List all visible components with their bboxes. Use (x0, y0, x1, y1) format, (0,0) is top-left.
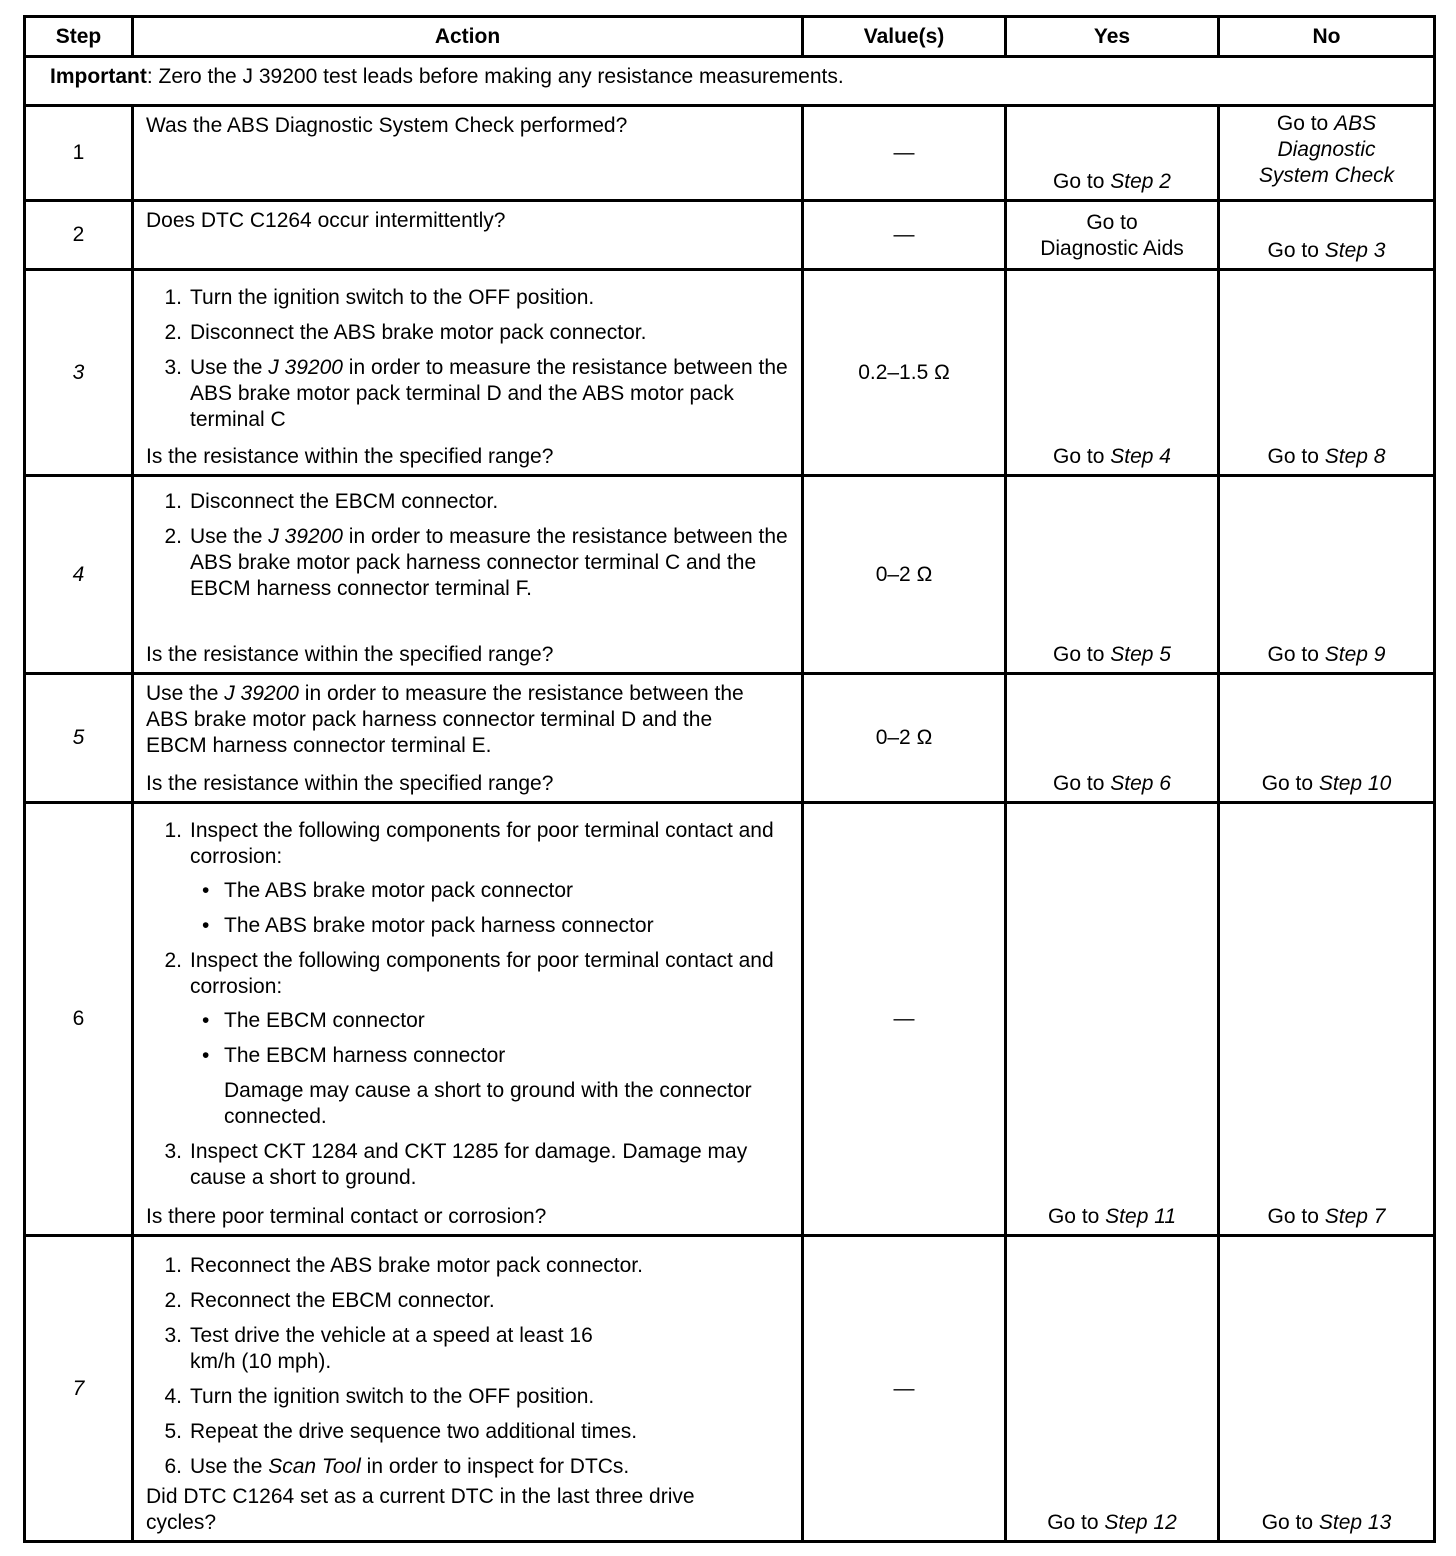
step-number: 3 (25, 270, 133, 476)
header-row (25, 17, 1435, 57)
value-cell: 0–2 Ω (803, 476, 1006, 674)
yes-prefix: Go to (1053, 170, 1111, 193)
action-text: Does DTC C1264 occur intermittently? (146, 209, 506, 232)
no-answer (1220, 444, 1433, 470)
item-number: 1. (164, 490, 182, 513)
value-cell: — (803, 803, 1006, 1236)
yes-answer (1007, 1510, 1217, 1536)
yes-answer (1007, 444, 1217, 470)
item-text: Inspect the following components for poor terminal contact and corrosion: (190, 949, 774, 998)
bullet-list (190, 1008, 801, 1069)
item-number: 2. (164, 1289, 182, 1312)
bullet-item: • The EBCM connector (190, 1008, 801, 1034)
no-link-line1: ABS (1334, 112, 1377, 135)
yes-link: Step 6 (1110, 772, 1171, 795)
item-text: Inspect the following components for poor terminal contact and corrosion: (190, 819, 774, 868)
yes-link: Step 12 (1104, 1511, 1177, 1534)
header-step: Step (25, 17, 133, 57)
no-answer (1220, 107, 1433, 189)
list-item (134, 1419, 801, 1445)
bullet-item: • The EBCM harness connector (190, 1043, 801, 1069)
item-text: Disconnect the ABS brake motor pack connector. (190, 321, 647, 344)
step-number: 4 (25, 476, 133, 674)
yes-prefix: Go to (1053, 445, 1111, 468)
list-item (134, 285, 801, 311)
important-text: : Zero the J 39200 test leads before making any resistance measurements. (146, 65, 844, 88)
tool-name: J 39200 (224, 682, 299, 705)
list-item (134, 524, 801, 602)
no-link-line2: Diagnostic (1277, 138, 1376, 161)
no-link: Step 3 (1324, 239, 1386, 262)
bullet-item: • The ABS brake motor pack connector (190, 878, 801, 904)
yes-cell (1006, 476, 1219, 674)
item-text: Repeat the drive sequence two additional times. (190, 1420, 638, 1443)
item-number: 2. (164, 321, 182, 344)
action-cell (133, 476, 803, 674)
yes-cell (1006, 674, 1219, 803)
value-cell: — (803, 201, 1006, 270)
action-question: Did DTC C1264 set as a current DTC in the last three drive cycles? (146, 1485, 695, 1534)
table-row-step-1 (25, 106, 1435, 201)
yes-link: Step 4 (1110, 445, 1171, 468)
step-number: 6 (25, 803, 133, 1236)
header-no: No (1219, 17, 1435, 57)
yes-prefix: Go to (1047, 1511, 1105, 1534)
value-cell: — (803, 106, 1006, 201)
list-item (134, 489, 801, 515)
yes-cell (1006, 201, 1219, 270)
step-number: 5 (25, 674, 133, 803)
yes-cell (1006, 803, 1219, 1236)
no-link: Step 9 (1324, 643, 1386, 666)
table-row-step-5 (25, 674, 1435, 803)
value-cell: 0.2–1.5 Ω (803, 270, 1006, 476)
no-cell (1219, 106, 1435, 201)
yes-cell (1006, 270, 1219, 476)
action-cell (133, 1236, 803, 1542)
action-text-post: in order to measure the resistance between the ABS brake motor pack harness connector terminal D and the EBCM harness connector terminal E. (146, 682, 744, 757)
yes-cell (1006, 1236, 1219, 1542)
step-number: 2 (25, 201, 133, 270)
important-note (25, 57, 1435, 106)
tool-name: J 39200 (268, 356, 343, 379)
yes-prefix: Go to (1053, 772, 1111, 795)
yes-link: Step 2 (1110, 170, 1171, 193)
action-cell (133, 201, 803, 270)
table-row-step-2 (25, 201, 1435, 270)
action-cell (133, 270, 803, 476)
item-text-pre: Use the (190, 356, 269, 379)
item-number: 5. (164, 1420, 182, 1443)
header-action: Action (133, 17, 803, 57)
no-prefix: Go to (1267, 239, 1325, 262)
bullet-item: • The ABS brake motor pack harness connector (190, 913, 801, 939)
step-number: 7 (25, 1236, 133, 1542)
list-item (134, 1288, 801, 1314)
item-number: 1. (164, 819, 182, 842)
item-text-post: in order to measure the resistance between the ABS brake motor pack terminal D and the ABS motor pack terminal C (190, 356, 788, 431)
item-text: Reconnect the EBCM connector. (190, 1289, 495, 1312)
no-link: Step 7 (1324, 1205, 1386, 1228)
no-prefix: Go to (1276, 112, 1335, 135)
no-answer (1220, 1510, 1433, 1536)
list-item (134, 1323, 801, 1375)
item-number: 1. (164, 286, 182, 309)
list-item (134, 1253, 801, 1279)
item-text-post: in order to measure the resistance between the ABS brake motor pack harness connector terminal C and the EBCM harness connector terminal F. (190, 525, 788, 600)
list-item (134, 1139, 801, 1191)
item-number: 3. (164, 1324, 182, 1347)
no-cell (1219, 803, 1435, 1236)
item-number: 6. (164, 1455, 182, 1478)
no-prefix: Go to (1267, 1205, 1325, 1228)
action-question: Is there poor terminal contact or corrosion? (146, 1205, 547, 1228)
action-cell (133, 106, 803, 201)
no-answer (1220, 238, 1433, 264)
list-item (134, 355, 801, 433)
table-row-step-3 (25, 270, 1435, 476)
item-number: 3. (164, 356, 182, 379)
no-prefix: Go to (1261, 1511, 1319, 1534)
yes-cell (1006, 106, 1219, 201)
yes-line1: Go to (1086, 211, 1138, 234)
item-text: Inspect CKT 1284 and CKT 1285 for damage. Damage may cause a short to ground. (190, 1140, 748, 1189)
yes-line2: Diagnostic Aids (1040, 237, 1184, 260)
tool-name: Scan Tool (268, 1455, 361, 1478)
no-answer (1220, 642, 1433, 668)
table-row-step-7 (25, 1236, 1435, 1542)
no-link: Step 8 (1324, 445, 1386, 468)
action-text: Was the ABS Diagnostic System Check performed? (146, 114, 628, 137)
action-text (134, 675, 801, 759)
yes-link: Step 5 (1110, 643, 1171, 666)
action-cell (133, 674, 803, 803)
item-number: 4. (164, 1385, 182, 1408)
value-cell: 0–2 Ω (803, 674, 1006, 803)
tool-name: J 39200 (268, 525, 343, 548)
action-steps (134, 489, 801, 602)
yes-link: Step 11 (1105, 1205, 1177, 1228)
no-link-line3: System Check (1258, 164, 1395, 187)
yes-prefix: Go to (1047, 1205, 1106, 1228)
yes-answer (1007, 1204, 1217, 1230)
item-text-pre: Use the (190, 525, 269, 548)
list-item (134, 818, 801, 939)
action-text-pre: Use the (146, 682, 225, 705)
important-row (25, 57, 1435, 106)
item-number: 3. (164, 1140, 182, 1163)
action-question: Is the resistance within the specified range? (146, 643, 554, 666)
yes-prefix: Go to (1053, 643, 1111, 666)
table-row-step-6 (25, 803, 1435, 1236)
no-prefix: Go to (1267, 445, 1325, 468)
item-number: 2. (164, 525, 182, 548)
no-cell (1219, 674, 1435, 803)
item-text: Turn the ignition switch to the OFF position. (190, 286, 595, 309)
list-item (134, 1454, 801, 1480)
item-text: Disconnect the EBCM connector. (190, 490, 499, 513)
list-item (134, 948, 801, 1130)
diagnostic-table (23, 15, 1436, 1543)
header-yes: Yes (1006, 17, 1219, 57)
no-cell (1219, 1236, 1435, 1542)
no-cell (1219, 201, 1435, 270)
table-row-step-4 (25, 476, 1435, 674)
item-text: Reconnect the ABS brake motor pack connector. (190, 1254, 643, 1277)
list-item (134, 320, 801, 346)
item-number: 1. (164, 1254, 182, 1277)
action-cell (133, 803, 803, 1236)
action-steps (134, 818, 801, 1191)
action-steps (134, 1253, 801, 1480)
item-text-post: in order to inspect for DTCs. (360, 1455, 630, 1478)
yes-answer (1007, 169, 1217, 195)
item-text-pre: Use the (190, 1455, 269, 1478)
header-values: Value(s) (803, 17, 1006, 57)
action-question: Is the resistance within the specified range? (146, 445, 554, 468)
no-prefix: Go to (1267, 643, 1325, 666)
no-cell (1219, 476, 1435, 674)
action-steps (134, 285, 801, 433)
yes-answer (1007, 771, 1217, 797)
item-text: Test drive the vehicle at a speed at least 16 km/h (10 mph). (190, 1324, 593, 1373)
no-link: Step 13 (1318, 1511, 1392, 1534)
no-link: Step 10 (1318, 772, 1392, 795)
important-label: Important (50, 65, 147, 88)
bullet-list (190, 878, 801, 939)
no-prefix: Go to (1261, 772, 1319, 795)
yes-answer (1007, 202, 1217, 262)
damage-note: Damage may cause a short to ground with the connector connected. (224, 1079, 752, 1128)
item-text: Turn the ignition switch to the OFF position. (190, 1385, 595, 1408)
no-answer (1220, 1204, 1433, 1230)
item-number: 2. (164, 949, 182, 972)
action-question: Is the resistance within the specified range? (146, 772, 554, 795)
no-answer (1220, 771, 1433, 797)
value-cell: — (803, 1236, 1006, 1542)
step-number: 1 (25, 106, 133, 201)
no-cell (1219, 270, 1435, 476)
yes-answer (1007, 642, 1217, 668)
list-item (134, 1384, 801, 1410)
